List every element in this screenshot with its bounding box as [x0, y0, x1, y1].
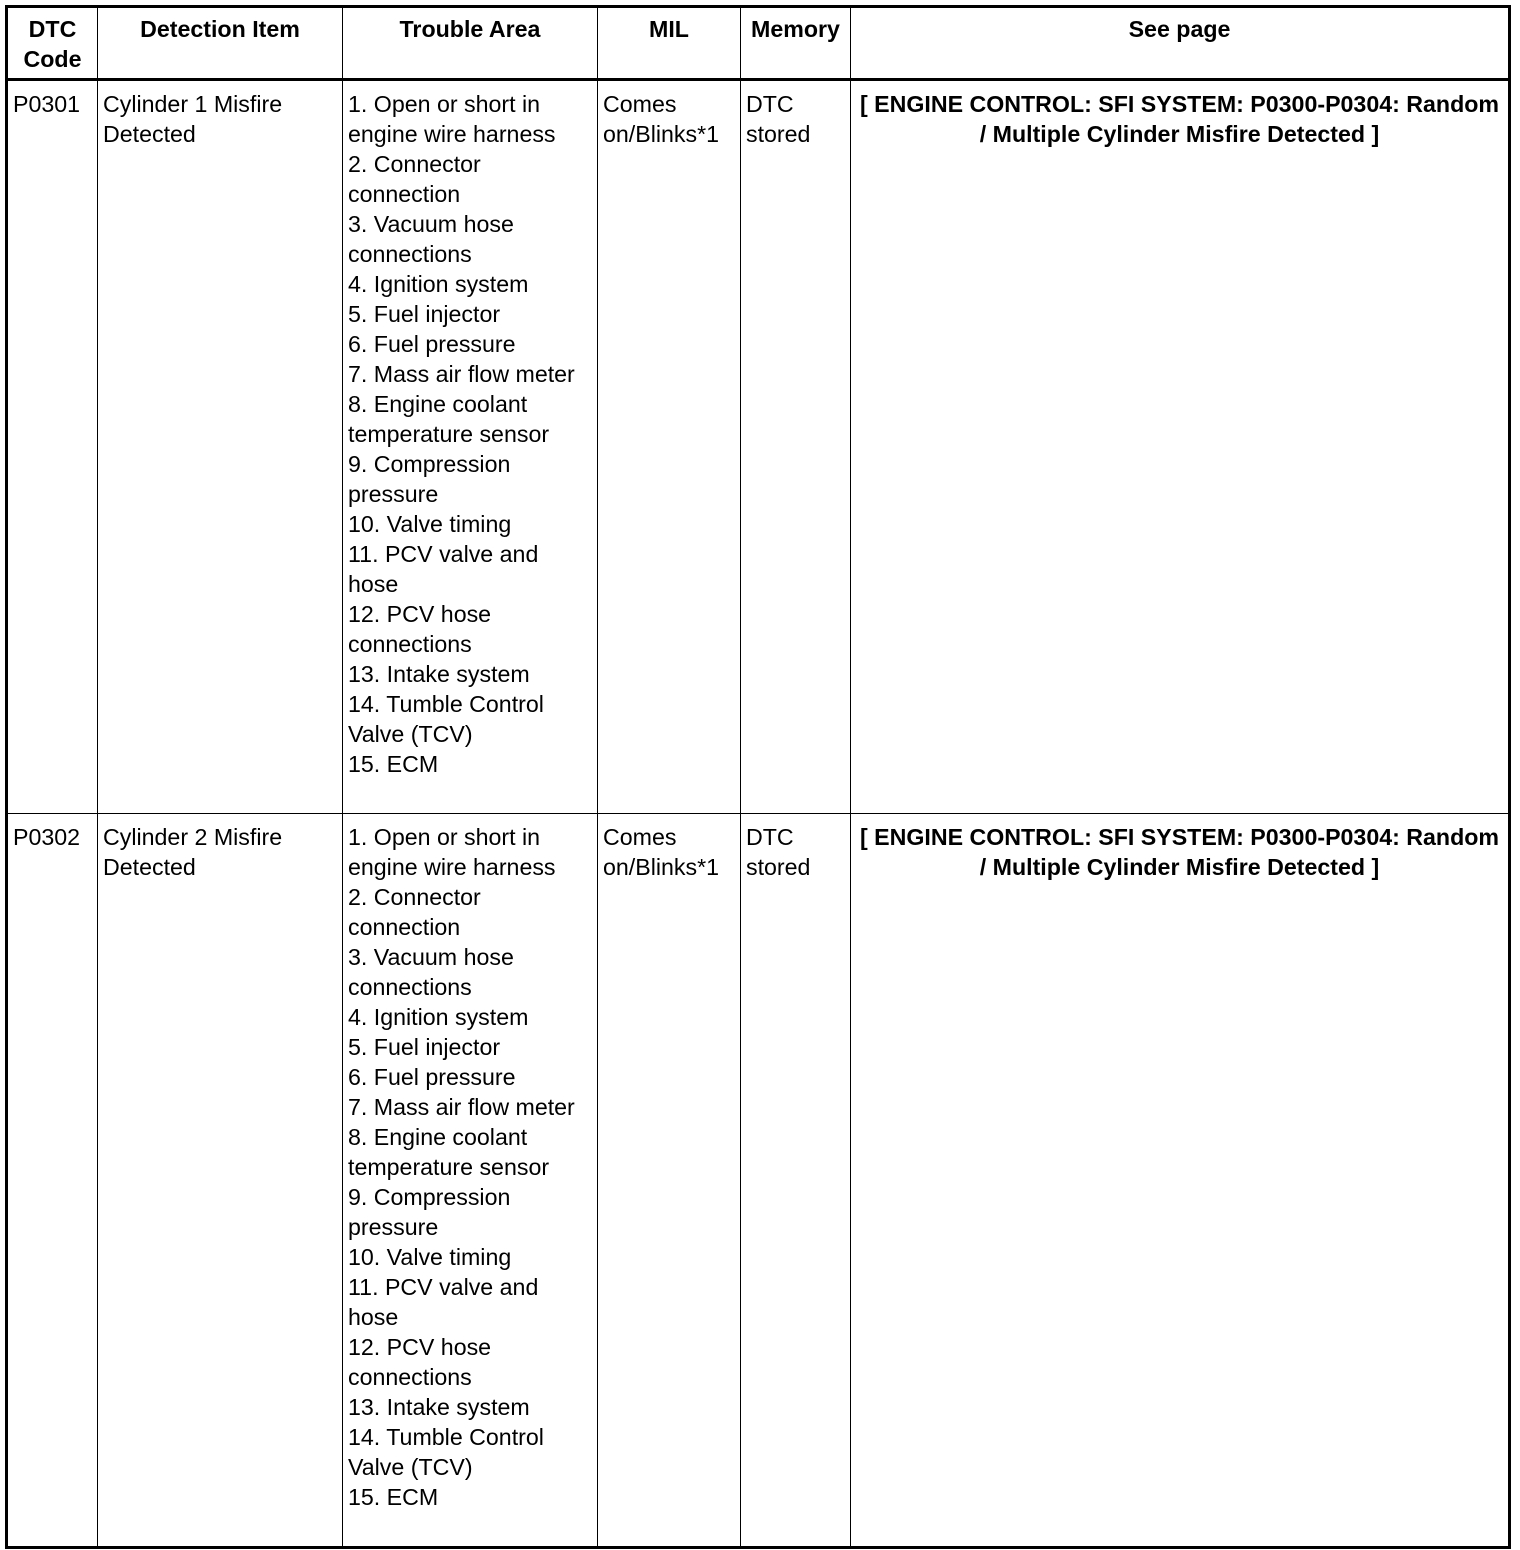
trouble-area-item: 2. Connector connection: [348, 884, 481, 940]
trouble-area-item: 3. Vacuum hose connections: [348, 944, 514, 1000]
see-page-link[interactable]: [ ENGINE CONTROL: SFI SYSTEM: P0300-P0304: Random / Multiple Cylinder Misfire Detected ]: [859, 91, 1500, 147]
trouble-area-item: 4. Ignition system: [348, 271, 529, 297]
see-page-link[interactable]: [ ENGINE CONTROL: SFI SYSTEM: P0300-P0304: Random / Multiple Cylinder Misfire Detected ]: [859, 824, 1500, 880]
see-page-cell: [851, 814, 1510, 1548]
mil-cell: Comes on/Blinks*1: [598, 814, 741, 1548]
trouble-area-item: 7. Mass air flow meter: [348, 1094, 575, 1120]
trouble-area-item: 15. ECM: [348, 751, 439, 777]
trouble-area-item: 4. Ignition system: [348, 1004, 529, 1030]
trouble-area-item: 12. PCV hose connections: [348, 1334, 492, 1390]
dtc-code-cell: P0302: [7, 814, 98, 1548]
trouble-area-item: 13. Intake system: [348, 1394, 530, 1420]
trouble-area-item: 13. Intake system: [348, 661, 530, 687]
trouble-area-item: 14. Tumble Control Valve (TCV): [348, 691, 544, 747]
trouble-area-item: 2. Connector connection: [348, 151, 481, 207]
trouble-area-item: 5. Fuel injector: [348, 301, 501, 327]
trouble-area-item: 6. Fuel pressure: [348, 1064, 516, 1090]
header-detection-item: Detection Item: [98, 7, 343, 80]
trouble-area-item: 8. Engine coolant temperature sensor: [348, 1124, 550, 1180]
trouble-area-item: 3. Vacuum hose connections: [348, 211, 514, 267]
header-mil: MIL: [598, 7, 741, 80]
header-trouble-area: Trouble Area: [343, 7, 598, 80]
mil-cell: Comes on/Blinks*1: [598, 80, 741, 814]
dtc-code-cell: P0301: [7, 80, 98, 814]
table-row: [7, 814, 1510, 1548]
trouble-area-cell: [343, 814, 598, 1548]
detection-item-cell: Cylinder 1 Misfire Detected: [98, 80, 343, 814]
trouble-area-item: 15. ECM: [348, 1484, 439, 1510]
trouble-area-item: 12. PCV hose connections: [348, 601, 492, 657]
table-row: [7, 80, 1510, 814]
trouble-area-item: 5. Fuel injector: [348, 1034, 501, 1060]
table-header-row: [7, 7, 1510, 80]
see-page-cell: [851, 80, 1510, 814]
header-dtc-code: DTC Code: [7, 7, 98, 80]
trouble-area-item: 1. Open or short in engine wire harness: [348, 824, 556, 880]
trouble-area-item: 10. Valve timing: [348, 511, 512, 537]
trouble-area-item: 6. Fuel pressure: [348, 331, 516, 357]
trouble-area-item: 14. Tumble Control Valve (TCV): [348, 1424, 544, 1480]
trouble-area-item: 11. PCV valve and hose: [348, 541, 539, 597]
trouble-area-item: 7. Mass air flow meter: [348, 361, 575, 387]
trouble-area-item: 8. Engine coolant temperature sensor: [348, 391, 550, 447]
trouble-area-item: 10. Valve timing: [348, 1244, 512, 1270]
memory-cell: DTC stored: [741, 814, 851, 1548]
header-memory: Memory: [741, 7, 851, 80]
dtc-table: [5, 5, 1511, 1549]
detection-item-cell: Cylinder 2 Misfire Detected: [98, 814, 343, 1548]
trouble-area-item: 1. Open or short in engine wire harness: [348, 91, 556, 147]
trouble-area-cell: [343, 80, 598, 814]
header-see-page: See page: [851, 7, 1510, 80]
memory-cell: DTC stored: [741, 80, 851, 814]
trouble-area-item: 11. PCV valve and hose: [348, 1274, 539, 1330]
trouble-area-item: 9. Compression pressure: [348, 1184, 511, 1240]
trouble-area-item: 9. Compression pressure: [348, 451, 511, 507]
